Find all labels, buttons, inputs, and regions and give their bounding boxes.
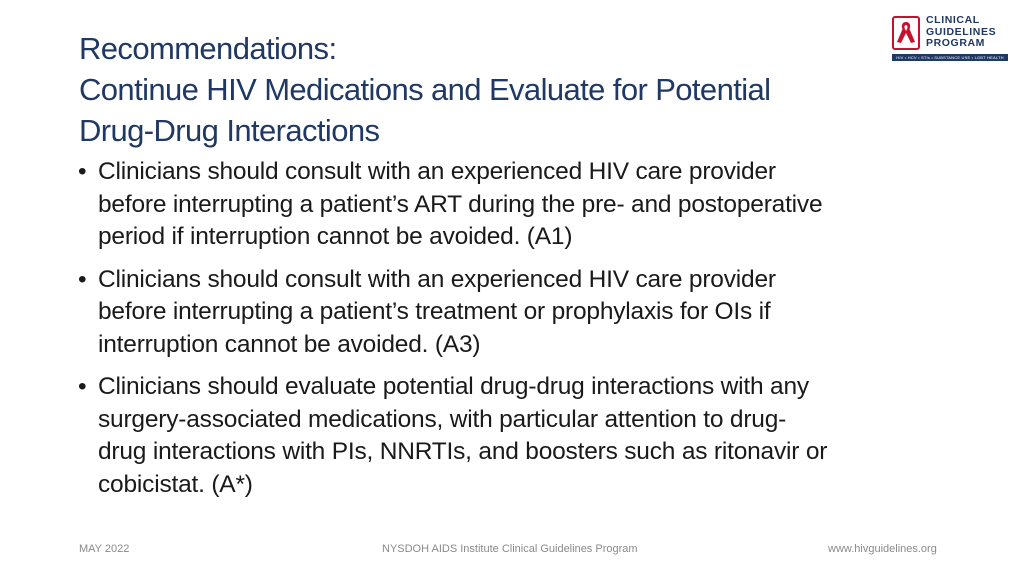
bullet-text-line: drug interactions with PIs, NNRTIs, and boosters such as ritonavir or	[98, 438, 828, 465]
title-line-3: Drug-Drug Interactions	[79, 113, 380, 148]
footer-date: MAY 2022	[79, 543, 130, 555]
bullet-text-line: before interrupting a patient’s ART during the pre- and postoperative	[98, 190, 823, 218]
recommendation-item	[76, 371, 956, 501]
bullet-text-line: surgery-associated medications, with particular attention to drug-	[98, 405, 787, 433]
bullet-text-line: Clinicians should evaluate potential drug-drug interactions with any	[98, 373, 809, 400]
logo-wordmark	[926, 15, 996, 50]
bullet-text-line: Clinicians should consult with an experienced HIV care provider	[98, 158, 776, 185]
recommendation-item	[76, 156, 956, 254]
footer-url: www.hivguidelines.org	[828, 543, 937, 555]
bullet-marker: •	[78, 158, 87, 185]
slide-title	[79, 28, 899, 151]
logo-line-3: PROGRAM	[926, 37, 986, 49]
bullet-text-line: before interrupting a patient’s treatment or prophylaxis for OIs if	[98, 298, 771, 325]
recommendation-list	[76, 156, 956, 511]
ribbon-icon-svg	[894, 18, 918, 48]
bullet-text-line: cobicistat. (A*)	[98, 470, 253, 498]
bullet-text-line: interruption cannot be avoided. (A3)	[98, 330, 481, 358]
bullet-text-line: period if interruption cannot be avoided. (A1)	[98, 223, 573, 250]
logo-line-2: GUIDELINES	[926, 25, 997, 38]
logo-tagline: HIV • HCV • STIs • SUBSTANCE USE • LGBT HEALTH	[892, 54, 1008, 61]
bullet-marker: •	[78, 265, 87, 293]
footer-program: NYSDOH AIDS Institute Clinical Guidelines Program	[382, 543, 638, 555]
recommendation-item	[76, 264, 956, 362]
title-line-2: Continue HIV Medications and Evaluate for Potential	[79, 72, 771, 107]
title-line-1: Recommendations:	[79, 31, 337, 66]
bullet-text-line: Clinicians should consult with an experienced HIV care provider	[98, 265, 776, 293]
logo-line-1: CLINICAL	[926, 14, 980, 26]
bullet-marker: •	[78, 373, 87, 400]
ribbon-icon	[892, 16, 920, 50]
clinical-guidelines-logo	[890, 14, 1010, 64]
